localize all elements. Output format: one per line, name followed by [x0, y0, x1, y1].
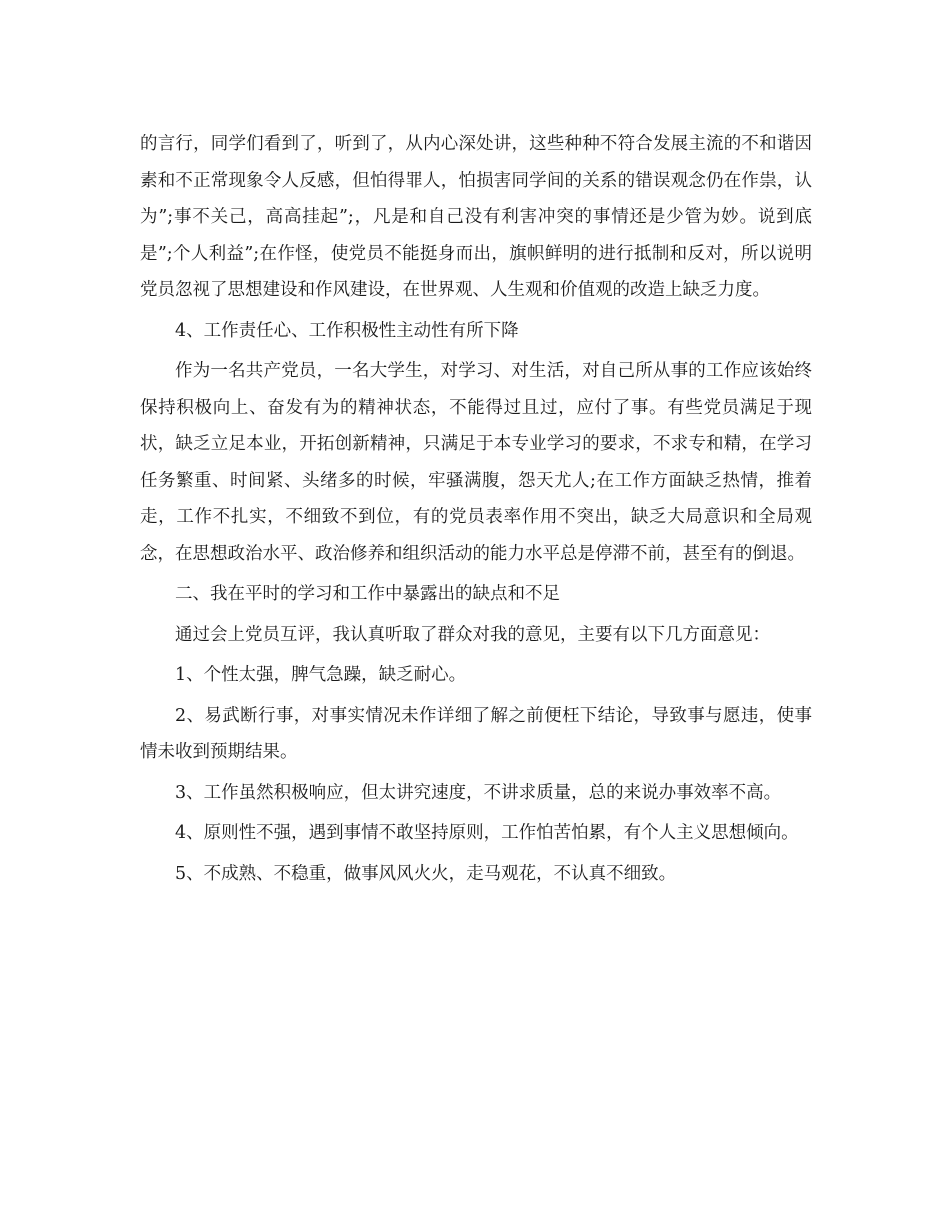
- paragraph-body: 作为一名共产党员，一名大学生，对学习、对生活，对自己所从事的工作应该始终保持积极向上、奋发有为的精神状态，不能得过且过，应付了事。有些党员满足于现状，缺乏立足本业，开拓创新精神，只满足于本专业学习的要求，不求专和精，在学习任务繁重、时间紧、头绪多的时候，牢骚满腹，怨天尤人;在工作方面缺乏热情，推着走，工作不扎实，不细致不到位，有的党员表率作用不突出，缺乏大局意识和全局观念，在思想政治水平、政治修养和组织活动的能力水平总是停滞不前，甚至有的倒退。: [140, 361, 812, 564]
- list-item-2: 2、易武断行事，对事实情况未作详细了解之前便枉下结论，导致事与愿违，使事情未收到预期结果。: [140, 705, 812, 762]
- section-heading-2: 二、我在平时的学习和工作中暴露出的缺点和不足: [175, 584, 560, 604]
- list-item-5: 5、不成熟、不稳重，做事风风火火，走马观花，不认真不细致。: [175, 863, 677, 884]
- list-item-3: 3、工作虽然积极响应，但太讲究速度，不讲求质量，总的来说办事效率不高。: [175, 782, 782, 803]
- paragraph-intro: 通过会上党员互评，我认真听取了群众对我的意见，主要有以下几方面意见：: [175, 624, 770, 645]
- list-item-4: 4、原则性不强，遇到事情不敢坚持原则，工作怕苦怕累，有个人主义思想倾向。: [175, 823, 799, 843]
- section-heading-4: 4、工作责任心、工作积极性主动性有所下降: [175, 320, 519, 341]
- paragraph-continued: 的言行，同学们看到了，听到了，从内心深处讲，这些种种不符合发展主流的不和谐因素和不正常现象令人反感，但怕得罪人，怕损害同学间的关系的错误观念仍在作祟，认为”;事不关己，高高挂起”;，凡是和自己没有利害冲突的事情还是少管为妙。说到底是”;个人利益”;在作怪，使党员不能挺身而出，旗帜鲜明的进行抵制和反对，所以说明党员忽视了思想建设和作风建设，在世界观、人生观和价值观的改造上缺乏力度。: [140, 134, 812, 300]
- document-body: [140, 126, 812, 896]
- list-item-1: 1、个性太强，脾气急躁，缺乏耐心。: [175, 665, 467, 685]
